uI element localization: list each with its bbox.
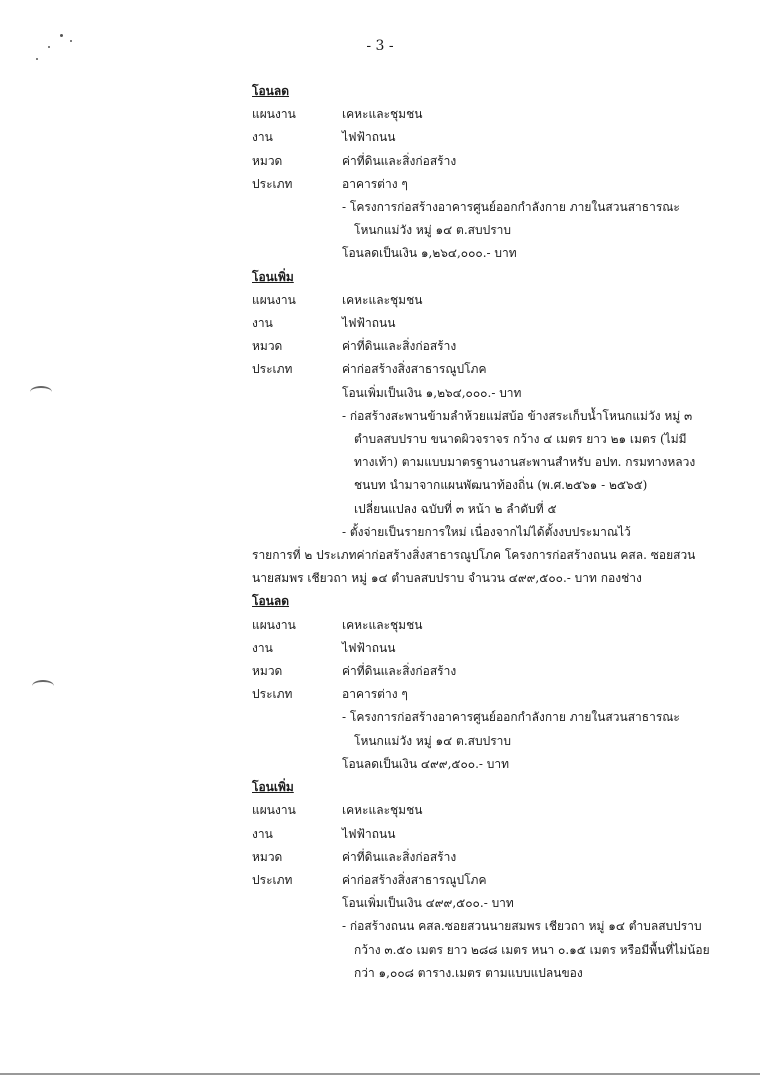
field-value: เคหะและชุมชน xyxy=(342,803,423,818)
section-heading: โอนลด xyxy=(252,84,290,98)
field-row xyxy=(252,335,712,358)
field-value: ค่าที่ดินและสิ่งก่อสร้าง xyxy=(342,339,457,354)
field-label: งาน xyxy=(252,316,273,331)
project-note xyxy=(252,521,712,544)
punch-hole-mark xyxy=(32,680,54,692)
field-label: แผนงาน xyxy=(252,292,296,307)
field-value: เคหะและชุมชน xyxy=(342,617,423,632)
field-label: ประเภท xyxy=(252,176,293,191)
field-label: หมวด xyxy=(252,339,283,354)
field-row xyxy=(252,823,712,846)
field-row xyxy=(252,126,712,149)
field-row xyxy=(252,846,712,869)
field-value: ไฟฟ้าถนน xyxy=(342,130,396,145)
field-row xyxy=(252,150,712,173)
field-label: แผนงาน xyxy=(252,617,296,632)
field-row xyxy=(252,869,712,892)
transfer-amount: โอนเพิ่มเป็นเงิน ๔๙๙,๕๐๐.- บาท xyxy=(342,896,514,911)
bullet-text: - โครงการก่อสร้างอาคารศูนย์ออกกำลังกาย ภายในสวนสาธารณะ โหนกแม่วัง หมู่ ๑๔ ต.สบปราบ xyxy=(342,200,680,238)
field-label: หมวด xyxy=(252,153,283,168)
scan-speck xyxy=(36,58,38,60)
field-label: งาน xyxy=(252,826,273,841)
field-value: อาคารต่าง ๆ xyxy=(342,176,408,191)
transfer-amount: โอนเพิ่มเป็นเงิน ๑,๒๖๔,๐๐๐.- บาท xyxy=(342,385,522,400)
field-row xyxy=(252,660,712,683)
transfer-increase-section xyxy=(252,776,712,985)
field-value: ไฟฟ้าถนน xyxy=(342,826,396,841)
bullet-text: - ตั้งจ่ายเป็นรายการใหม่ เนื่องจากไม่ได้ตั้งงบประมาณไว้ xyxy=(342,524,631,539)
field-row xyxy=(252,173,712,196)
section-heading: โอนลด xyxy=(252,594,290,609)
page-number: - 3 - xyxy=(366,38,394,54)
project-description xyxy=(252,706,712,752)
bullet-text: - ก่อสร้างถนน คสล.ซอยสวนนายสมพร เชียวถา หมู่ ๑๔ ตำบลสบปราบ กว้าง ๓.๕๐ เมตร ยาว ๒๘๘ เมตร หนา ๐.๑๕ เมตร หรือมีพื้นที่ไม่น้อยกว่า ๑,๐๐๘ ตาราง.เมตร ตามแบบแปลนของ xyxy=(342,919,710,980)
field-row xyxy=(252,614,712,637)
field-value: ไฟฟ้าถนน xyxy=(342,640,396,655)
field-value: ไฟฟ้าถนน xyxy=(342,316,396,331)
field-row xyxy=(252,358,712,381)
field-label: แผนงาน xyxy=(252,803,296,818)
field-row xyxy=(252,683,712,706)
field-value: อาคารต่าง ๆ xyxy=(342,687,408,702)
field-row xyxy=(252,637,712,660)
field-label: งาน xyxy=(252,640,273,655)
field-row xyxy=(252,289,712,312)
transfer-increase-section xyxy=(252,266,712,544)
field-value: ค่าที่ดินและสิ่งก่อสร้าง xyxy=(342,664,457,679)
project-description xyxy=(252,405,712,521)
transfer-decrease-section xyxy=(252,590,712,776)
field-label: ประเภท xyxy=(252,872,293,887)
field-value: ค่าที่ดินและสิ่งก่อสร้าง xyxy=(342,849,457,864)
field-value: ค่าที่ดินและสิ่งก่อสร้าง xyxy=(342,153,457,168)
punch-hole-mark xyxy=(30,386,52,398)
field-value: ค่าก่อสร้างสิ่งสาธารณูปโภค xyxy=(342,362,487,377)
field-label: หมวด xyxy=(252,849,283,864)
transfer-amount: โอนลดเป็นเงิน ๑,๒๖๔,๐๐๐.- บาท xyxy=(342,246,517,261)
project-description xyxy=(252,915,712,985)
field-label: ประเภท xyxy=(252,362,293,377)
field-label: งาน xyxy=(252,130,273,145)
item-2-paragraph: รายการที่ ๒ ประเภทค่าก่อสร้างสิ่งสาธารณูปโภค โครงการก่อสร้างถนน คสล. ซอยสวนนายสมพร เชียวถา หมู่ ๑๔ ตำบลสบปราบ จำนวน ๔๙๙,๕๐๐.- บาท กองช่าง xyxy=(252,548,696,586)
field-row xyxy=(252,312,712,335)
section-heading: โอนเพิ่ม xyxy=(252,269,294,284)
field-label: หมวด xyxy=(252,664,283,679)
document-body xyxy=(252,80,712,985)
field-value: ค่าก่อสร้างสิ่งสาธารณูปโภค xyxy=(342,872,487,887)
field-label: แผนงาน xyxy=(252,107,296,122)
bullet-text: - โครงการก่อสร้างอาคารศูนย์ออกกำลังกาย ภายในสวนสาธารณะ โหนกแม่วัง หมู่ ๑๔ ต.สบปราบ xyxy=(342,710,680,748)
transfer-decrease-section xyxy=(252,80,712,266)
section-heading: โอนเพิ่ม xyxy=(252,780,294,795)
transfer-amount: โอนลดเป็นเงิน ๔๙๙,๕๐๐.- บาท xyxy=(342,756,510,771)
bullet-text: - ก่อสร้างสะพานข้ามลำห้วยแม่สบ้อ ข้างสระเก็บน้ำโหนกแม่วัง หมู่ ๓ ตำบลสบปราบ ขนาดผิวจราจร กว้าง ๔ เมตร ยาว ๒๑ เมตร (ไม่มีทางเท้า) ตามแบบมาตรฐานงานสะพานสำหรับ อปท. กรมทางหลวงชนบท นำมาจากแผนพัฒนาท้องถิ่น (พ.ศ.๒๕๖๑ - ๒๕๖๕) เปลี่ยนแปลง ฉบับที่ ๓ หน้า ๒ ลำดับที่ ๕ xyxy=(342,408,696,516)
field-row xyxy=(252,799,712,822)
scan-speck xyxy=(60,34,63,37)
scan-bottom-edge xyxy=(0,1073,760,1075)
field-row xyxy=(252,103,712,126)
field-value: เคหะและชุมชน xyxy=(342,107,423,122)
field-label: ประเภท xyxy=(252,687,293,702)
project-description xyxy=(252,196,712,242)
field-value: เคหะและชุมชน xyxy=(342,292,423,307)
